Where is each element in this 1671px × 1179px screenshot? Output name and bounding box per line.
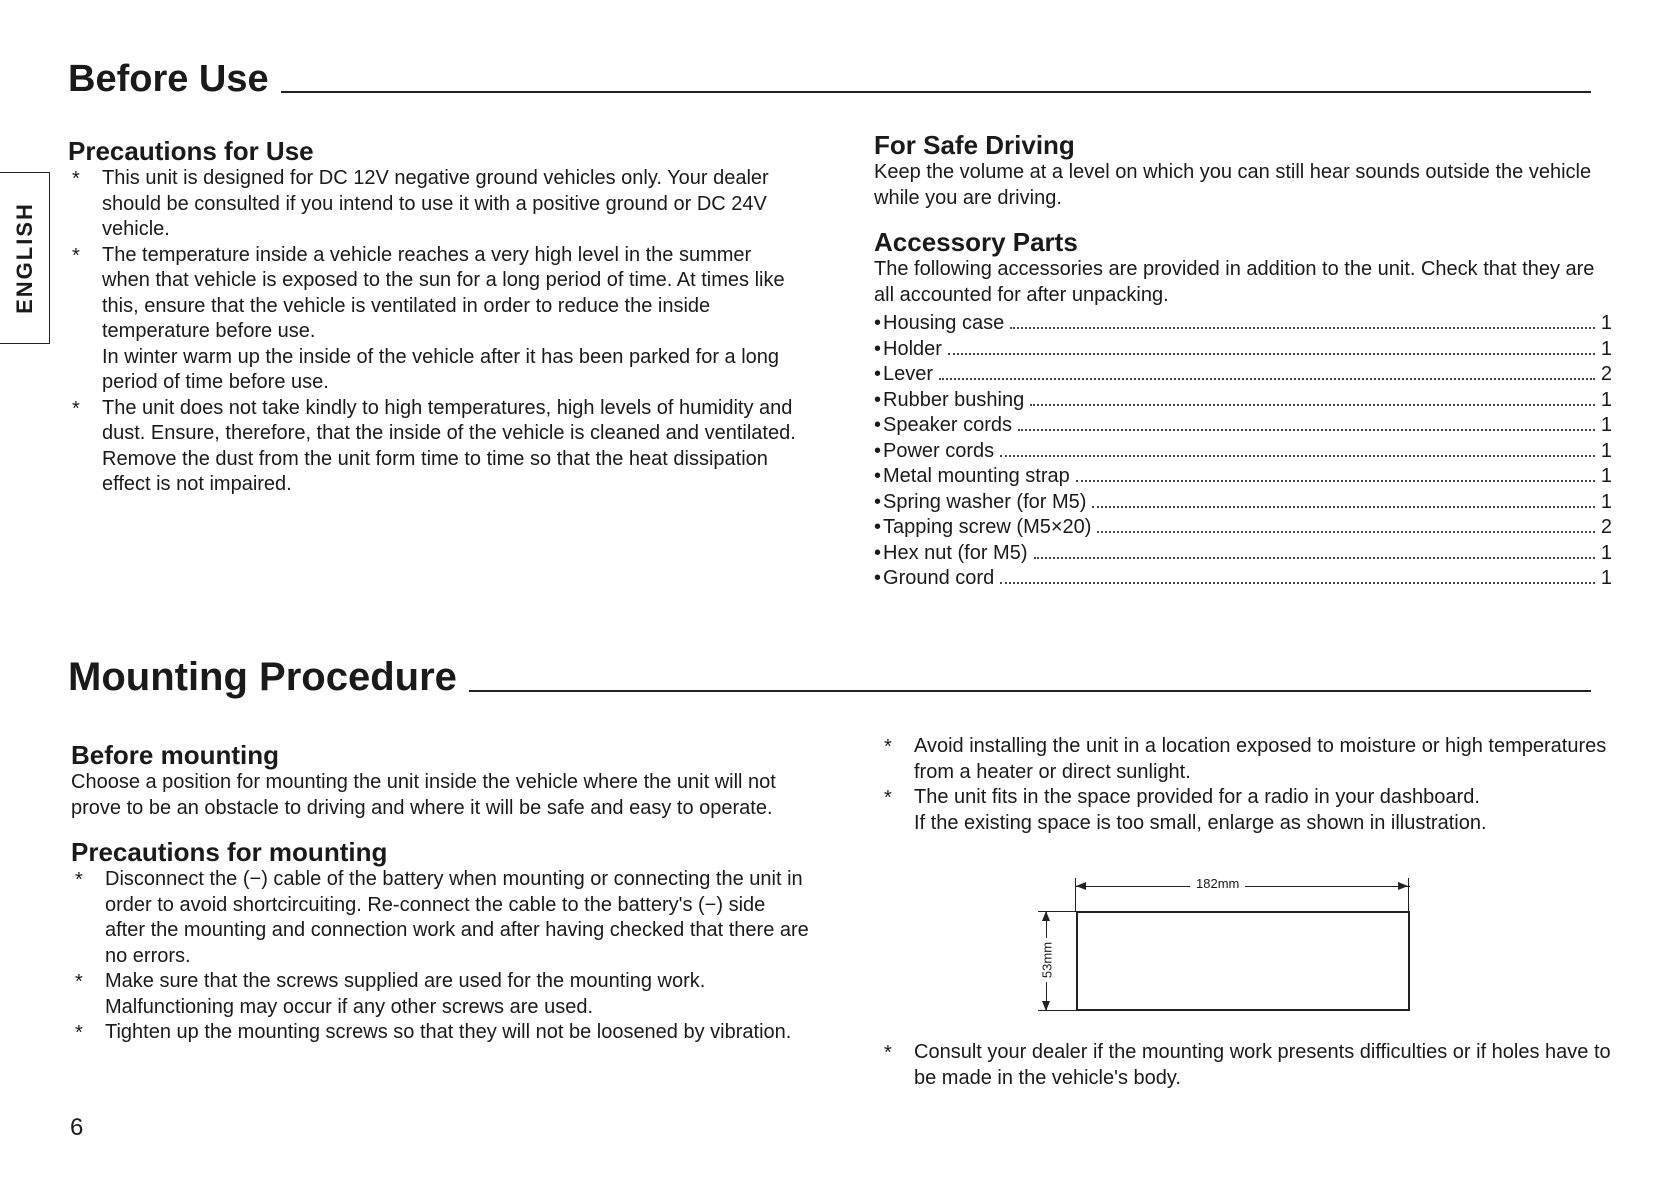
bullet: •: [874, 312, 882, 334]
leader-dots: [1010, 327, 1595, 329]
list-item: * The unit does not take kindly to high temperatures, high levels of humidity and dust. Ensure, therefore, that the inside of the vehicle is cleaned and ventilated. Remove the dust from the unit form time to time so that the heat dissipation effect is not impaired.: [68, 396, 803, 498]
bullet: •: [874, 388, 882, 411]
list-item-continuation: If the existing space is too small, enlarge as shown in illustration.: [914, 811, 1487, 834]
list-item: * This unit is designed for DC 12V negative ground vehicles only. Your dealer should be consulted if you intend to use it with a positive ground or DC 24V vehicle.: [68, 166, 803, 243]
arrow-down-icon: [1042, 1001, 1050, 1011]
accessory-item: • Rubber bushing 1: [874, 388, 1612, 414]
leader-dots: [1034, 557, 1595, 559]
list-item: * Disconnect the (−) cable of the battery when mounting or connecting the unit in order to avoid shortcircuiting. Re-connect the cable to the battery's (−) side after the mounting and connection work and after having checked that there are no errors.: [71, 867, 809, 969]
bullet: •: [874, 414, 882, 436]
precautions-list: [68, 166, 803, 498]
page-number: 6: [70, 1114, 84, 1141]
right-column-before-use: [874, 130, 1612, 592]
list-item: * Make sure that the screws supplied are used for the mounting work. Malfunctioning may occur if any other screws are used.: [71, 969, 809, 1020]
leader-dots: [1076, 480, 1595, 482]
section-rule: [469, 690, 1591, 692]
section-title-mounting: Mounting Procedure: [68, 655, 457, 699]
precautions-heading: Precautions for Use: [68, 136, 314, 166]
list-item: * Avoid installing the unit in a location exposed to moisture or high temperatures from a heater or direct sunlight.: [880, 734, 1615, 785]
width-label: 182mm: [1190, 876, 1245, 891]
consult-note: [880, 1040, 1615, 1091]
bullet: •: [874, 516, 882, 538]
before-mounting-text: Choose a position for mounting the unit inside the vehicle where the unit will not prove to be an obstacle to driving and where it will be safe and easy to operate.: [71, 771, 776, 819]
precautions-mounting-heading: Precautions for mounting: [71, 837, 388, 867]
consult-list: [880, 1040, 1615, 1091]
leader-dots: [1097, 531, 1594, 533]
accessory-intro: The following accessories are provided in addition to the unit. Check that they are all accounted for after unpacking.: [874, 258, 1595, 306]
bullet: •: [874, 465, 882, 487]
leader-dots: [939, 378, 1595, 380]
arrow-left-icon: [1076, 882, 1086, 890]
dashboard-opening-diagram: [1030, 870, 1420, 1020]
leader-dots: [948, 353, 1595, 355]
opening-rectangle: [1076, 911, 1410, 1011]
leader-dots: [1000, 582, 1595, 584]
accessory-item: • Tapping screw (M5×20) 2: [874, 515, 1612, 541]
before-mounting-heading: Before mounting: [71, 740, 279, 770]
accessory-item: • Holder 1: [874, 337, 1612, 363]
accessory-item: • Power cords 1: [874, 439, 1612, 465]
section-header-mounting: [68, 657, 1591, 697]
arrow-right-icon: [1398, 882, 1408, 890]
safe-driving-text: Keep the volume at a level on which you can still hear sounds outside the vehicle while you are driving.: [874, 161, 1592, 209]
right-column-mounting: [880, 734, 1615, 836]
list-item: * Consult your dealer if the mounting work presents difficulties or if holes have to be made in the vehicle's body.: [880, 1040, 1615, 1091]
bullet: •: [874, 337, 882, 360]
safe-driving-block: [874, 130, 1612, 211]
precautions-mounting-list: [71, 867, 809, 1046]
left-column-mounting: [71, 740, 809, 1046]
section-header-before-use: [68, 60, 1591, 98]
accessory-list: [874, 311, 1612, 592]
precautions-for-use: [68, 136, 803, 498]
section-title-before-use: Before Use: [68, 58, 269, 100]
list-item-continuation: In winter warm up the inside of the vehicle after it has been parked for a long period of time before use.: [102, 345, 780, 393]
accessory-item: • Ground cord 1: [874, 566, 1612, 592]
list-item: * The unit fits in the space provided for a radio in your dashboard. If the existing space is too small, enlarge as shown in illustration.: [880, 785, 1615, 836]
leader-dots: [1092, 506, 1594, 508]
accessory-heading: Accessory Parts: [874, 227, 1078, 257]
list-item: * Tighten up the mounting screws so that they will not be loosened by vibration.: [71, 1020, 809, 1046]
bullet: •: [874, 567, 882, 589]
section-rule: [281, 91, 1591, 93]
accessory-item: • Lever 2: [874, 362, 1612, 388]
leader-dots: [1018, 429, 1595, 431]
accessory-item: • Speaker cords 1: [874, 413, 1612, 439]
accessory-parts-block: [874, 227, 1612, 592]
mounting-notes-list: [880, 734, 1615, 836]
accessory-item: • Metal mounting strap 1: [874, 464, 1612, 490]
arrow-up-icon: [1042, 911, 1050, 921]
language-tab: [0, 172, 50, 344]
leader-dots: [1030, 404, 1595, 406]
precautions-mounting-block: [71, 837, 809, 1046]
accessory-item: • Spring washer (for M5) 1: [874, 490, 1612, 516]
leader-dots: [1000, 455, 1595, 457]
accessory-item: • Hex nut (for M5) 1: [874, 541, 1612, 567]
list-item: * The temperature inside a vehicle reaches a very high level in the summer when that vehicle is exposed to the sun for a long period of time. At times like this, ensure that the vehicle is ventilated in order to reduce the inside temperature before use. In winter warm up the inside of the vehicle after it has been parked for a long period of time before use.: [68, 243, 803, 396]
bullet: •: [874, 439, 882, 462]
accessory-item: • Housing case 1: [874, 311, 1612, 337]
bullet: •: [874, 363, 882, 385]
language-tab-label: ENGLISH: [11, 202, 37, 314]
before-mounting-block: [71, 740, 809, 821]
bullet: •: [874, 490, 882, 513]
dimension-tick: [1408, 878, 1409, 911]
bullet: •: [874, 541, 882, 564]
height-label: 53mm: [1040, 938, 1055, 982]
safe-driving-heading: For Safe Driving: [874, 130, 1075, 160]
